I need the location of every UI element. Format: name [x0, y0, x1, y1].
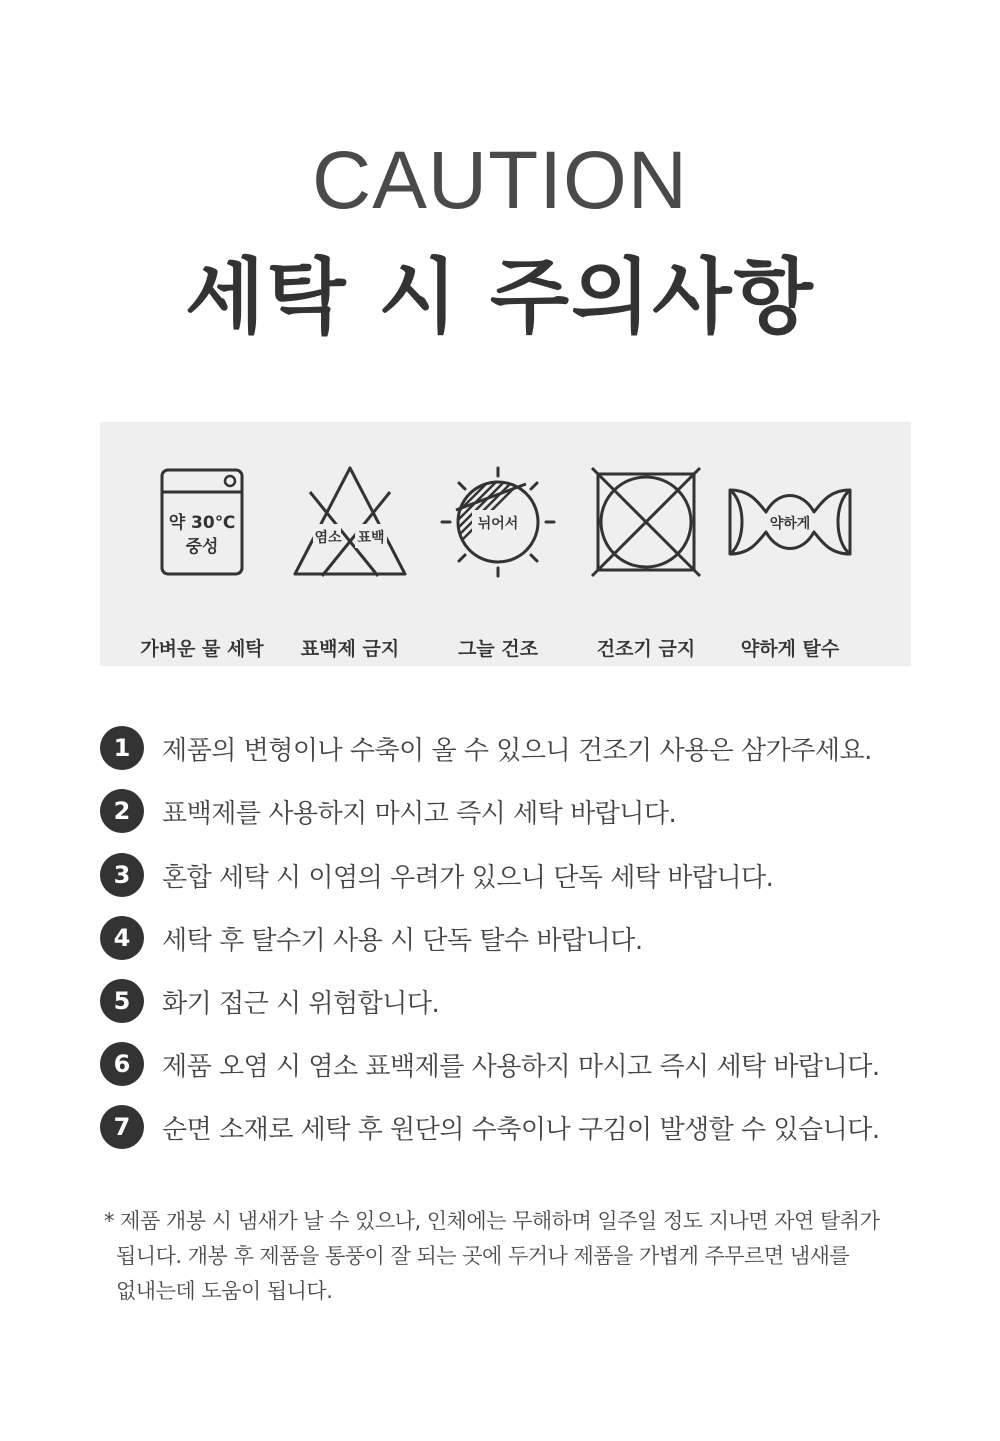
instruction-number-badge: 7	[100, 1105, 144, 1149]
instruction-text: 혼합 세탁 시 이염의 우려가 있으니 단독 세탁 바랍니다.	[162, 862, 774, 893]
instruction-number-badge: 6	[100, 1042, 144, 1086]
instruction-item	[100, 789, 676, 833]
gentle-wring-text: 약하게	[769, 516, 811, 532]
no-bleach-icon	[280, 462, 420, 582]
instruction-number-badge: 2	[100, 789, 144, 833]
wash-30c-icon	[132, 462, 272, 582]
instruction-item	[100, 726, 872, 770]
footnote-line: * 제품 개봉 시 냄새가 날 수 있으나, 인체에는 무해하며 일주일 정도 지나면 자연 탈취가	[104, 1209, 880, 1233]
title-korean: 세탁 시 주의사항	[185, 250, 815, 345]
wash-neutral-text: 중성	[185, 537, 219, 557]
instruction-item	[100, 916, 643, 960]
care-symbol-no-bleach	[280, 462, 420, 660]
instruction-item	[100, 1105, 880, 1149]
instruction-text: 제품 오염 시 염소 표백제를 사용하지 마시고 즉시 세탁 바랍니다.	[162, 1051, 880, 1082]
wash-temp-text: 약 30℃	[168, 513, 236, 533]
instruction-number-badge: 1	[100, 726, 144, 770]
symbol-label-shade-dry: 그늘 건조	[457, 638, 539, 660]
footnote-line: 없내는데 도움이 됩니다.	[116, 1279, 333, 1303]
instruction-text: 표백제를 사용하지 마시고 즉시 세탁 바랍니다.	[162, 798, 677, 829]
instruction-text: 순면 소재로 세탁 후 원단의 수축이나 구김이 발생할 수 있습니다.	[162, 1114, 880, 1145]
symbol-label-wash: 가벼운 물 세탁	[140, 638, 264, 660]
instruction-number-badge: 5	[100, 979, 144, 1023]
shade-dry-text: 뉘어서	[477, 516, 519, 532]
symbol-label-no-bleach: 표백제 금지	[300, 638, 400, 660]
instruction-item	[100, 979, 439, 1023]
footnote	[104, 1204, 924, 1309]
symbol-label-gentle-wring: 약하게 탈수	[740, 638, 840, 660]
instruction-number-badge: 3	[100, 853, 144, 897]
care-symbol-shade-dry	[428, 462, 568, 660]
gentle-wring-icon	[720, 462, 860, 582]
instruction-item	[100, 1042, 880, 1086]
bleach-chlorine-text: 염소	[314, 530, 342, 546]
care-symbol-gentle-wring	[720, 462, 860, 660]
care-symbols-panel	[100, 422, 911, 666]
instruction-number-badge: 4	[100, 916, 144, 960]
footnote-line: 됩니다. 개봉 후 제품을 통풍이 잘 되는 곳에 두거나 제품을 가볍게 주무르면 냄새를	[116, 1244, 850, 1268]
title-english: CAUTION	[312, 135, 688, 226]
instruction-text: 화기 접근 시 위험합니다.	[162, 988, 440, 1019]
care-symbol-wash	[132, 462, 272, 660]
instruction-text: 세탁 후 탈수기 사용 시 단독 탈수 바랍니다.	[162, 925, 643, 956]
bleach-bleach-text: 표백	[357, 530, 385, 546]
symbol-label-no-tumble-dry: 건조기 금지	[596, 638, 696, 660]
instruction-item	[100, 853, 773, 897]
instruction-text: 제품의 변형이나 수축이 올 수 있으니 건조기 사용은 삼가주세요.	[162, 735, 872, 766]
shade-dry-icon	[428, 462, 568, 582]
care-symbol-no-tumble-dry	[576, 462, 716, 660]
no-tumble-dry-icon	[576, 462, 716, 582]
